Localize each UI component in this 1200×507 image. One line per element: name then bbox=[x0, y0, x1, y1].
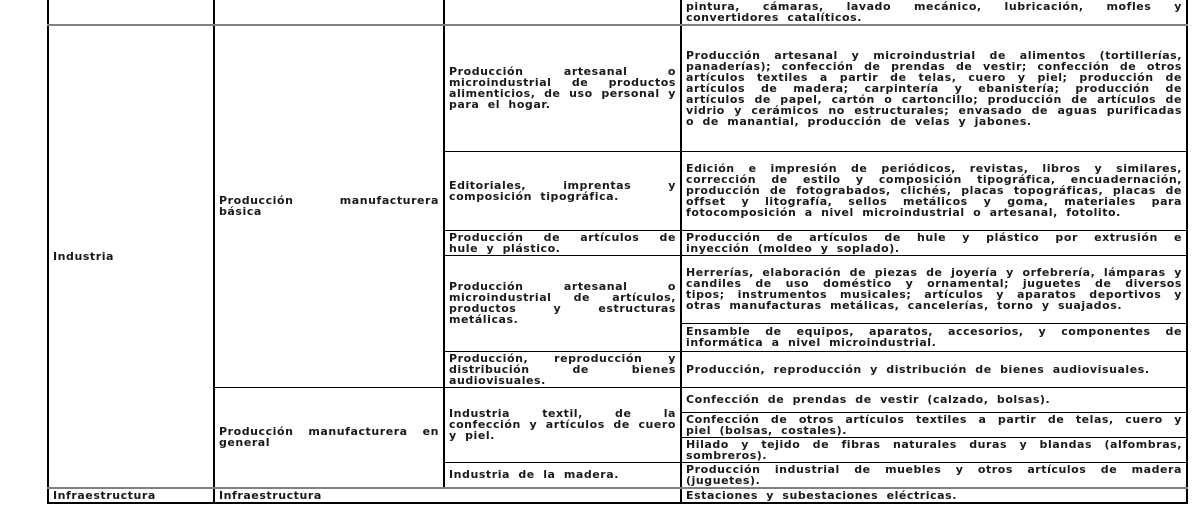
cell-actividad-estaciones: Estaciones y subestaciones eléctricas. bbox=[681, 488, 1187, 503]
cell-rama-alimenticios: Producción artesanal o microindustrial de productos alimenticios, de uso personal y para el hogar. bbox=[444, 25, 681, 151]
cell-rama-textil: Industria textil, de la confección y artículos de cuero y piel. bbox=[444, 387, 681, 462]
cell-rama-metalicas: Producción artesanal o microindustrial de artículos, productos y estructuras metálicas. bbox=[444, 255, 681, 351]
table-row bbox=[48, 387, 1187, 412]
table-row-infraestructura bbox=[48, 488, 1187, 503]
cell-actividad-alimentos: Producción artesanal y microindustrial de alimentos (tortillerías, panaderías); confección de prendas de vestir; confección de otros artículos textiles a partir de telas, cuero y piel; producción de artículos de madera; carpintería y ebanistería; producción de artículos de papel, cartón o cartoncillo; producción de artículos de vidrio y cerámicos no estructurales; envasado de aguas purificadas o de manantial, producción de velas y jabones. bbox=[681, 25, 1187, 151]
cell-subsector-empty bbox=[214, 0, 444, 25]
cell-actividad-hule-plastico: Producción de artículos de hule y plástico por extrusión e inyección (moldeo y soplado). bbox=[681, 230, 1187, 255]
cell-sector-empty bbox=[48, 0, 214, 25]
table-row bbox=[48, 25, 1187, 151]
cell-actividad-continuation: pintura, cámaras, lavado mecánico, lubricación, mofles y convertidores catalíticos. bbox=[681, 0, 1187, 25]
cell-rama-hule-plastico: Producción de artículos de hule y plástico. bbox=[444, 230, 681, 255]
cell-rama-madera: Industria de la madera. bbox=[444, 462, 681, 488]
cell-subsector-infraestructura: Infraestructura bbox=[214, 488, 681, 503]
cell-actividad-audiovisuales: Producción, reproducción y distribución de bienes audiovisuales. bbox=[681, 351, 1187, 387]
cell-actividad-ensamble: Ensamble de equipos, aparatos, accesorios, y componentes de informática a nivel microindustrial. bbox=[681, 323, 1187, 351]
cell-actividad-muebles-madera: Producción industrial de muebles y otros artículos de madera (juguetes). bbox=[681, 462, 1187, 488]
activities-classification-table bbox=[47, 0, 1188, 504]
cell-subsector-produccion-basica: Producción manufacturera básica bbox=[214, 25, 444, 387]
cell-actividad-herrerias: Herrerías, elaboración de piezas de joyería y orfebrería, lámparas y candiles de uso doméstico y ornamental; juguetes de diversos tipos; instrumentos musicales; artículos y aparatos deportivos y otras manufacturas metálicas, cancelerías, torno y suajados. bbox=[681, 255, 1187, 323]
cell-actividad-otros-textiles: Confección de otros artículos textiles a partir de telas, cuero y piel (bolsas, costales). bbox=[681, 412, 1187, 437]
cell-rama-audiovisuales: Producción, reproducción y distribución de bienes audiovisuales. bbox=[444, 351, 681, 387]
table-row-continuation bbox=[48, 0, 1187, 25]
cell-sector-infraestructura: Infraestructura bbox=[48, 488, 214, 503]
cell-actividad-hilado-tejido: Hilado y tejido de fibras naturales duras y blandas (alfombras, sombreros). bbox=[681, 437, 1187, 462]
cell-subsector-produccion-general: Producción manufacturera en general bbox=[214, 387, 444, 488]
cell-sector-industria: Industria bbox=[48, 25, 214, 488]
cell-rama-empty bbox=[444, 0, 681, 25]
cell-rama-editoriales: Editoriales, imprentas y composición tipográfica. bbox=[444, 151, 681, 230]
cell-actividad-prendas-vestir: Confección de prendas de vestir (calzado, bolsas). bbox=[681, 387, 1187, 412]
cell-actividad-edicion: Edición e impresión de periódicos, revistas, libros y similares, corrección de estilo y composición tipográfica, encuadernación, producción de fotograbados, clichés, placas topográficas, placas de offset y litografía, sellos metálicos y goma, materiales para fotocomposición a nivel microindustrial o artesanal, fotolito. bbox=[681, 151, 1187, 230]
